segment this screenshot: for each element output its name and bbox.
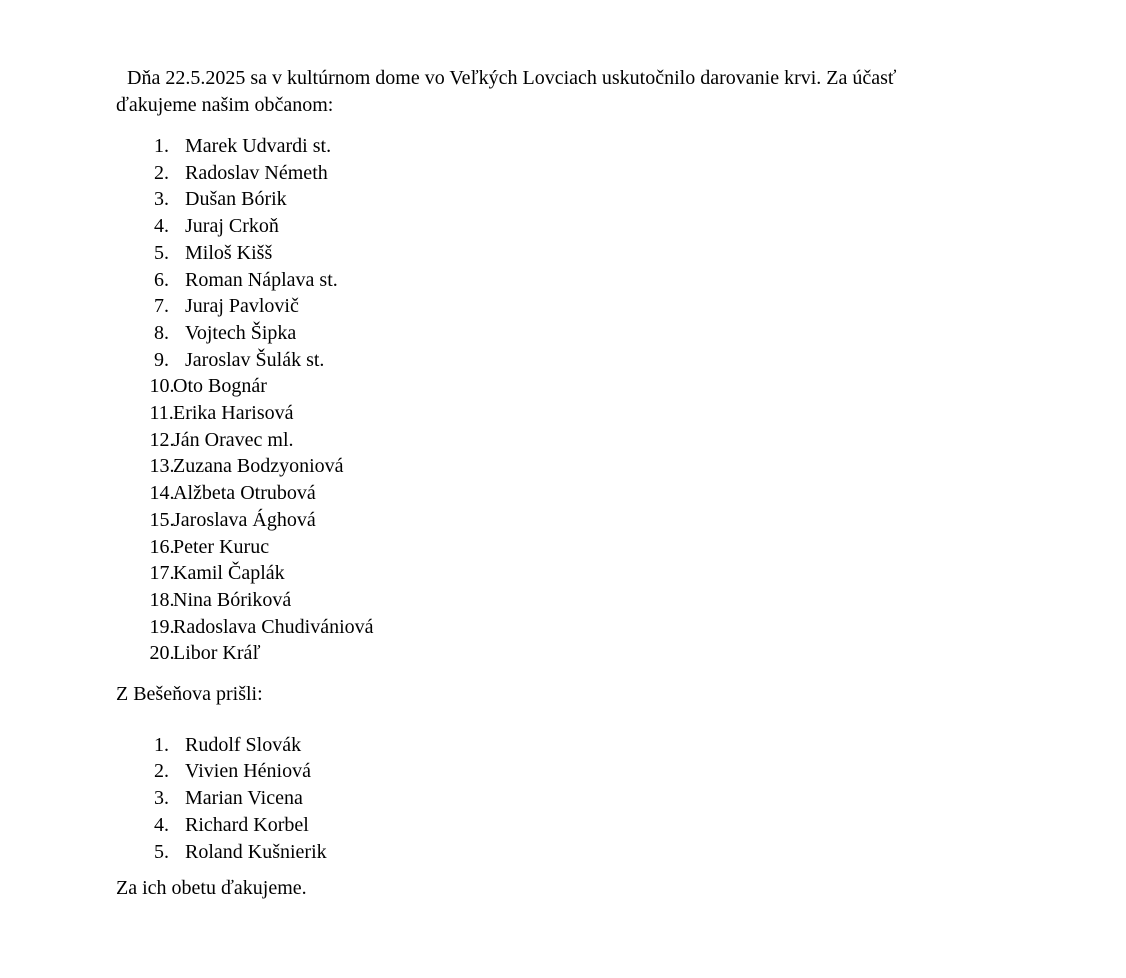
list-item-number: 11. xyxy=(149,402,174,425)
besenova-list-item xyxy=(154,732,1126,759)
list-item-text: Miloš Kišš xyxy=(185,241,273,264)
list-item-text: Jaroslav Šulák st. xyxy=(185,348,325,371)
intro-line-2: ďakujeme našim občanom: xyxy=(116,93,334,116)
list-item-number: 5. xyxy=(154,241,169,264)
list-item-number: 2. xyxy=(154,760,169,783)
list-item-number: 5. xyxy=(154,840,169,863)
donor-list-item xyxy=(154,133,1126,160)
list-item-text: Nina Bóriková xyxy=(173,588,292,611)
list-item-number: 10. xyxy=(149,375,175,398)
besenova-list-item xyxy=(154,785,1126,812)
donor-list-item xyxy=(149,507,1126,534)
list-item-number: 1. xyxy=(154,733,169,756)
list-item-text: Vojtech Šipka xyxy=(185,321,297,344)
besenova-list-item xyxy=(154,758,1126,785)
list-item-text: Marian Vicena xyxy=(185,787,303,810)
list-item-number: 14. xyxy=(149,482,175,505)
list-item-text: Marek Udvardi st. xyxy=(185,135,332,157)
list-item-text: Zuzana Bodzyoniová xyxy=(173,455,344,478)
donor-list-item xyxy=(149,534,1126,561)
donor-list-item xyxy=(154,293,1126,320)
donor-list-item xyxy=(154,347,1126,374)
list-item-text: Oto Bognár xyxy=(173,375,267,398)
list-item-number: 9. xyxy=(154,348,169,371)
donor-list-item xyxy=(154,240,1126,267)
list-item-text: Roman Náplava st. xyxy=(185,268,338,291)
list-item-number: 2. xyxy=(154,161,169,184)
list-item-text: Roland Kušnierik xyxy=(185,840,327,863)
donor-list-item xyxy=(154,213,1126,240)
list-item-number: 4. xyxy=(154,813,169,836)
list-item-text: Dušan Bórik xyxy=(185,188,287,211)
donor-list-item xyxy=(149,453,1126,480)
donor-list-item xyxy=(154,320,1126,347)
list-item-text: Alžbeta Otrubová xyxy=(173,482,316,505)
donor-list-item xyxy=(149,614,1126,641)
besenova-heading: Z Bešeňova prišli: xyxy=(116,683,263,706)
list-item-number: 8. xyxy=(154,321,169,344)
donor-list-item xyxy=(149,480,1126,507)
list-item-number: 3. xyxy=(154,188,169,211)
list-item-number: 13. xyxy=(149,455,175,478)
list-item-number: 4. xyxy=(154,215,169,238)
list-item-number: 20. xyxy=(149,642,175,665)
intro-paragraph xyxy=(116,65,1086,118)
list-item-text: Kamil Čaplák xyxy=(173,562,285,585)
list-item-text: Peter Kuruc xyxy=(173,535,270,558)
besenova-list-item xyxy=(154,839,1126,866)
donor-list-item xyxy=(149,427,1126,454)
list-item-number: 19. xyxy=(149,615,175,638)
list-item-text: Vivien Héniová xyxy=(185,760,311,783)
donor-list-item xyxy=(154,160,1126,187)
list-item-number: 1. xyxy=(154,135,169,157)
list-item-number: 16. xyxy=(149,535,175,558)
list-item-number: 7. xyxy=(154,295,169,318)
list-item-number: 15. xyxy=(149,508,175,531)
list-item-text: Rudolf Slovák xyxy=(185,733,302,756)
donor-list xyxy=(149,133,1126,667)
list-item-text: Libor Kráľ xyxy=(173,642,261,665)
donor-list-item xyxy=(149,400,1126,427)
list-item-text: Richard Korbel xyxy=(185,813,309,836)
besenova-list-item xyxy=(154,812,1126,839)
donor-list-item xyxy=(149,373,1126,400)
donor-list-item xyxy=(154,186,1126,213)
list-item-text: Erika Harisová xyxy=(173,402,294,425)
donor-list-item xyxy=(149,640,1126,667)
intro-line-1: Dňa 22.5.2025 sa v kultúrnom dome vo Veľkých Lovciach uskutočnilo darovanie krvi. Za účasť xyxy=(127,67,897,89)
list-item-text: Ján Oravec ml. xyxy=(173,428,294,451)
list-item-text: Juraj Pavlovič xyxy=(185,295,299,318)
list-item-number: 18. xyxy=(149,588,175,611)
donor-list-item xyxy=(149,587,1126,614)
closing-paragraph: Za ich obetu ďakujeme. xyxy=(116,876,307,899)
list-item-text: Juraj Crkoň xyxy=(185,215,279,238)
donor-list-item xyxy=(149,560,1126,587)
list-item-number: 3. xyxy=(154,787,169,810)
list-item-number: 12. xyxy=(149,428,175,451)
donor-list-item xyxy=(154,267,1126,294)
list-item-text: Radoslava Chudivániová xyxy=(173,615,374,638)
besenova-list xyxy=(154,732,1126,866)
list-item-number: 6. xyxy=(154,268,169,291)
list-item-number: 17. xyxy=(149,562,175,585)
list-item-text: Jaroslava Ághová xyxy=(173,508,316,531)
list-item-text: Radoslav Németh xyxy=(185,161,328,184)
